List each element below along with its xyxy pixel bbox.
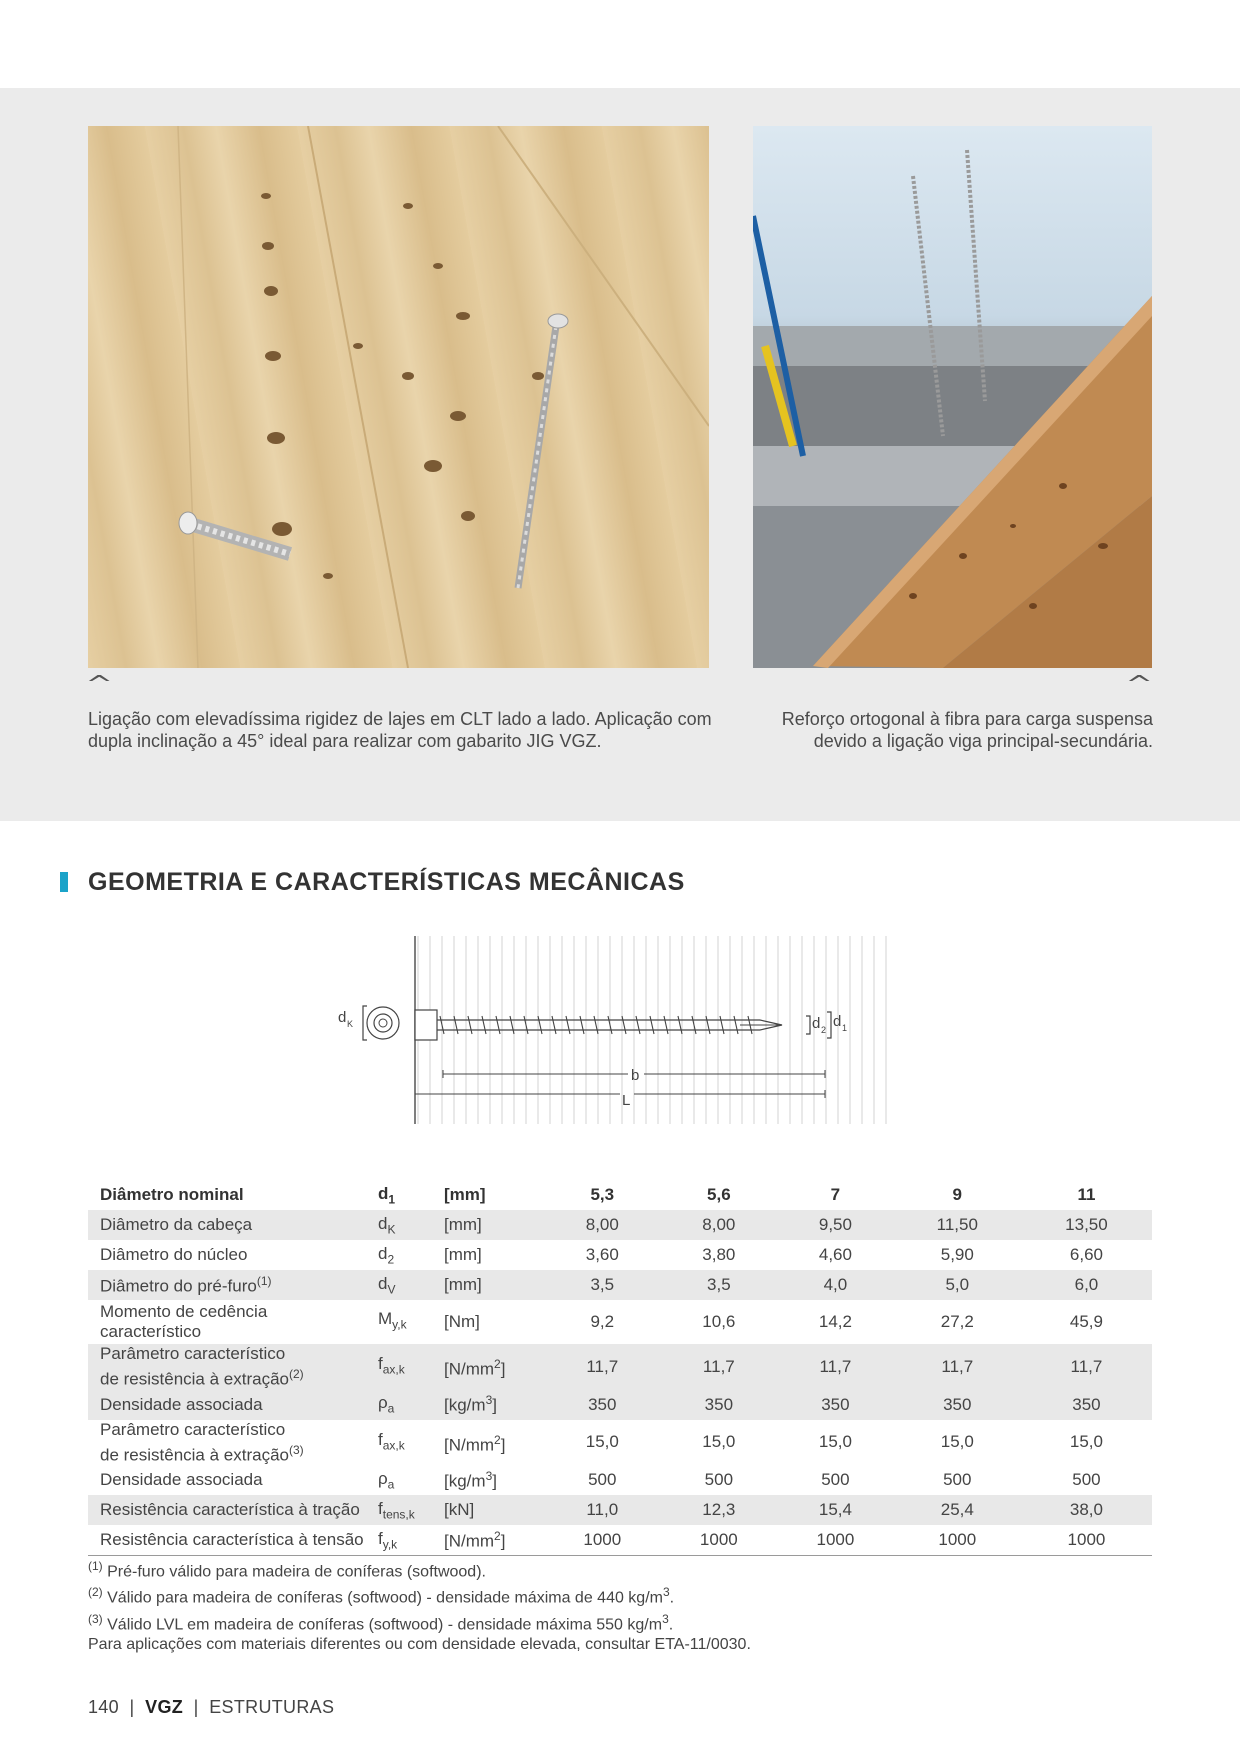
footer-separator: | [193,1697,199,1717]
section-title: GEOMETRIA E CARACTERÍSTICAS MECÂNICAS [88,868,685,896]
row-value: 11,50 [894,1210,1021,1240]
beam-reinforcement-photo [753,126,1152,668]
row-value: 38,0 [1021,1495,1152,1525]
table-row [88,1270,1152,1300]
row-value: 500 [1072,1470,1101,1490]
table-row [88,1420,1152,1466]
beam-illustration [753,126,1152,668]
table-row [88,1390,1152,1420]
table-row [88,1300,1152,1344]
mechanical-properties-table [88,1180,1152,1556]
row-symbol: $d_V$ [376,1270,440,1300]
footer-product: VGZ [145,1697,184,1717]
row-label: Parâmetro característico de resistência à extração$^{(2)}$ [88,1344,376,1390]
clt-floor-photo [88,126,709,668]
b-label: b [631,1067,640,1084]
row-unit: [kN] [440,1495,544,1525]
row-symbol: $f_{ax,k}$ [378,1429,405,1453]
row-label: Parâmetro característico de resistência à extração$^{(3)}$ [100,1419,304,1465]
row-symbol: $d_K$ [376,1210,440,1240]
row-value: 8,00 [544,1210,661,1240]
header-label: Diâmetro nominal [100,1185,244,1204]
d2-label: d [812,1015,821,1032]
row-value: 11,0 [544,1495,661,1525]
row-value: 25,4 [894,1495,1021,1525]
row-unit: $[N/mm^2]$ [440,1344,544,1390]
footnote: $^{(1)}$ Pré-furo válido para madeira de coníferas (softwood). [88,1559,486,1581]
row-value: 13,50 [1021,1210,1152,1240]
row-symbol: $f_{tens,k}$ [376,1495,440,1525]
row-unit: $[N/mm^2]$ [444,1432,506,1455]
section-accent-bar [60,872,68,892]
row-value: 15,0 [940,1432,974,1452]
table-footnotes [88,1556,751,1655]
table-row [88,1465,1152,1495]
table-row [88,1240,1152,1270]
row-value: 3,80 [702,1245,736,1264]
row-value: 500 [704,1470,734,1490]
table-row [88,1495,1152,1525]
screw-geometry-diagram [330,936,910,1126]
row-symbol: $M_{y,k}$ [378,1309,407,1332]
header-value: 7 [830,1185,841,1204]
right-photo-caption: Reforço ortogonal à fibra para carga suspensa devido a ligação viga principal-secundária. [781,709,1153,751]
row-value: 11,7 [661,1344,778,1390]
row-value: 9,2 [590,1312,615,1331]
row-value: 11,7 [1021,1344,1152,1390]
row-value: 6,0 [1021,1270,1152,1300]
table-row [88,1210,1152,1240]
header-value: 5,3 [590,1185,615,1204]
clt-floor-illustration [88,126,709,668]
row-value: 15,0 [702,1432,736,1452]
footnote: Para aplicações com materiais diferentes ou com densidade elevada, consultar ETA-11/0030. [88,1635,751,1653]
row-symbol: $\rho_a$ [378,1469,395,1492]
svg-text:K: K [347,1019,354,1029]
row-value: 5,0 [894,1270,1021,1300]
row-value: 500 [943,1470,972,1490]
row-value: 5,90 [940,1245,974,1264]
header-unit: [mm] [444,1185,486,1204]
table-header-row [88,1180,1152,1210]
row-label: Diâmetro do pré-furo$^{(1)}$ [88,1270,376,1300]
row-value: 4,0 [777,1270,894,1300]
row-value: 6,60 [1069,1245,1103,1264]
row-value: 8,00 [661,1210,778,1240]
row-value: 15,4 [777,1495,894,1525]
row-value: 350 [661,1390,778,1420]
row-unit: [mm] [440,1270,544,1300]
row-symbol: $d_2$ [378,1243,395,1267]
row-label: Densidade associada [88,1390,376,1420]
row-value: 9,50 [777,1210,894,1240]
row-symbol: $f_{ax,k}$ [376,1344,440,1390]
d1-label: d [833,1013,842,1030]
row-value: 4,60 [818,1245,852,1264]
row-label: Diâmetro da cabeça [88,1210,376,1240]
row-value: 3,60 [585,1245,619,1264]
page-number: 140 [88,1697,119,1717]
row-value: 11,7 [544,1344,661,1390]
row-value: 350 [777,1390,894,1420]
row-label: Diâmetro do núcleo [100,1245,248,1264]
row-symbol: $\rho_a$ [376,1390,440,1420]
caret-up-icon: ^ [1125,672,1154,697]
header-value: 9 [952,1185,963,1204]
row-value: 12,3 [661,1495,778,1525]
row-unit: [Nm] [444,1312,480,1331]
caret-up-icon: ^ [85,672,114,697]
svg-text:1: 1 [842,1023,848,1033]
row-value: 350 [544,1390,661,1420]
row-unit: $[kg/m^3]$ [444,1468,497,1491]
row-value: 1000 [777,1525,894,1555]
footnote: $^{(3)}$ Válido LVL em madeira de coníferas (softwood) - densidade máxima 550 $kg/m^3$. [88,1611,674,1633]
left-photo-caption: Ligação com elevadíssima rigidez de lajes em CLT lado a lado. Aplicação com dupla inclinação a 45° ideal para realizar com gabarito JIG VGZ. [88,709,712,751]
row-value: 11,7 [777,1344,894,1390]
row-label: Densidade associada [100,1470,263,1490]
footer-category: ESTRUTURAS [209,1697,335,1717]
row-value: 27,2 [940,1312,974,1331]
header-value: 11 [1077,1185,1096,1204]
footnote: $^{(2)}$ Válido para madeira de coníferas (softwood) - densidade máxima de 440 $kg/m^3$. [88,1585,675,1607]
row-unit: [mm] [444,1245,482,1264]
row-label: Momento de cedência característico [100,1302,268,1341]
header-value: 5,6 [707,1185,731,1204]
row-value: 1000 [1021,1525,1152,1555]
row-value: 45,9 [1069,1312,1103,1331]
row-unit: $[N/mm^2]$ [440,1525,544,1555]
header-symbol: $d_1$ [378,1183,396,1207]
row-value: 1000 [661,1525,778,1555]
table-row [88,1344,1152,1390]
row-value: 15,0 [818,1432,852,1452]
row-unit: $[kg/m^3]$ [440,1390,544,1420]
row-value: 500 [588,1470,617,1490]
svg-text:2: 2 [821,1025,827,1035]
row-value: 3,5 [544,1270,661,1300]
row-value: 350 [1021,1390,1152,1420]
row-unit: [mm] [440,1210,544,1240]
row-value: 1000 [544,1525,661,1555]
row-value: 3,5 [661,1270,778,1300]
footer-separator: | [129,1697,135,1717]
page-footer [88,1697,334,1718]
row-value: 15,0 [1069,1432,1103,1452]
row-value: 1000 [894,1525,1021,1555]
row-value: 11,7 [894,1344,1021,1390]
row-value: 14,2 [818,1312,852,1331]
dk-label: d [338,1009,347,1026]
row-value: 10,6 [702,1312,736,1331]
L-label: L [622,1092,631,1109]
table-row [88,1525,1152,1555]
row-value: 350 [894,1390,1021,1420]
row-label: Resistência característica à tração [88,1495,376,1525]
row-symbol: $f_{y,k}$ [376,1525,440,1555]
row-value: 500 [821,1470,850,1490]
row-label: Resistência característica à tensão [88,1525,376,1555]
row-value: 15,0 [585,1432,619,1452]
